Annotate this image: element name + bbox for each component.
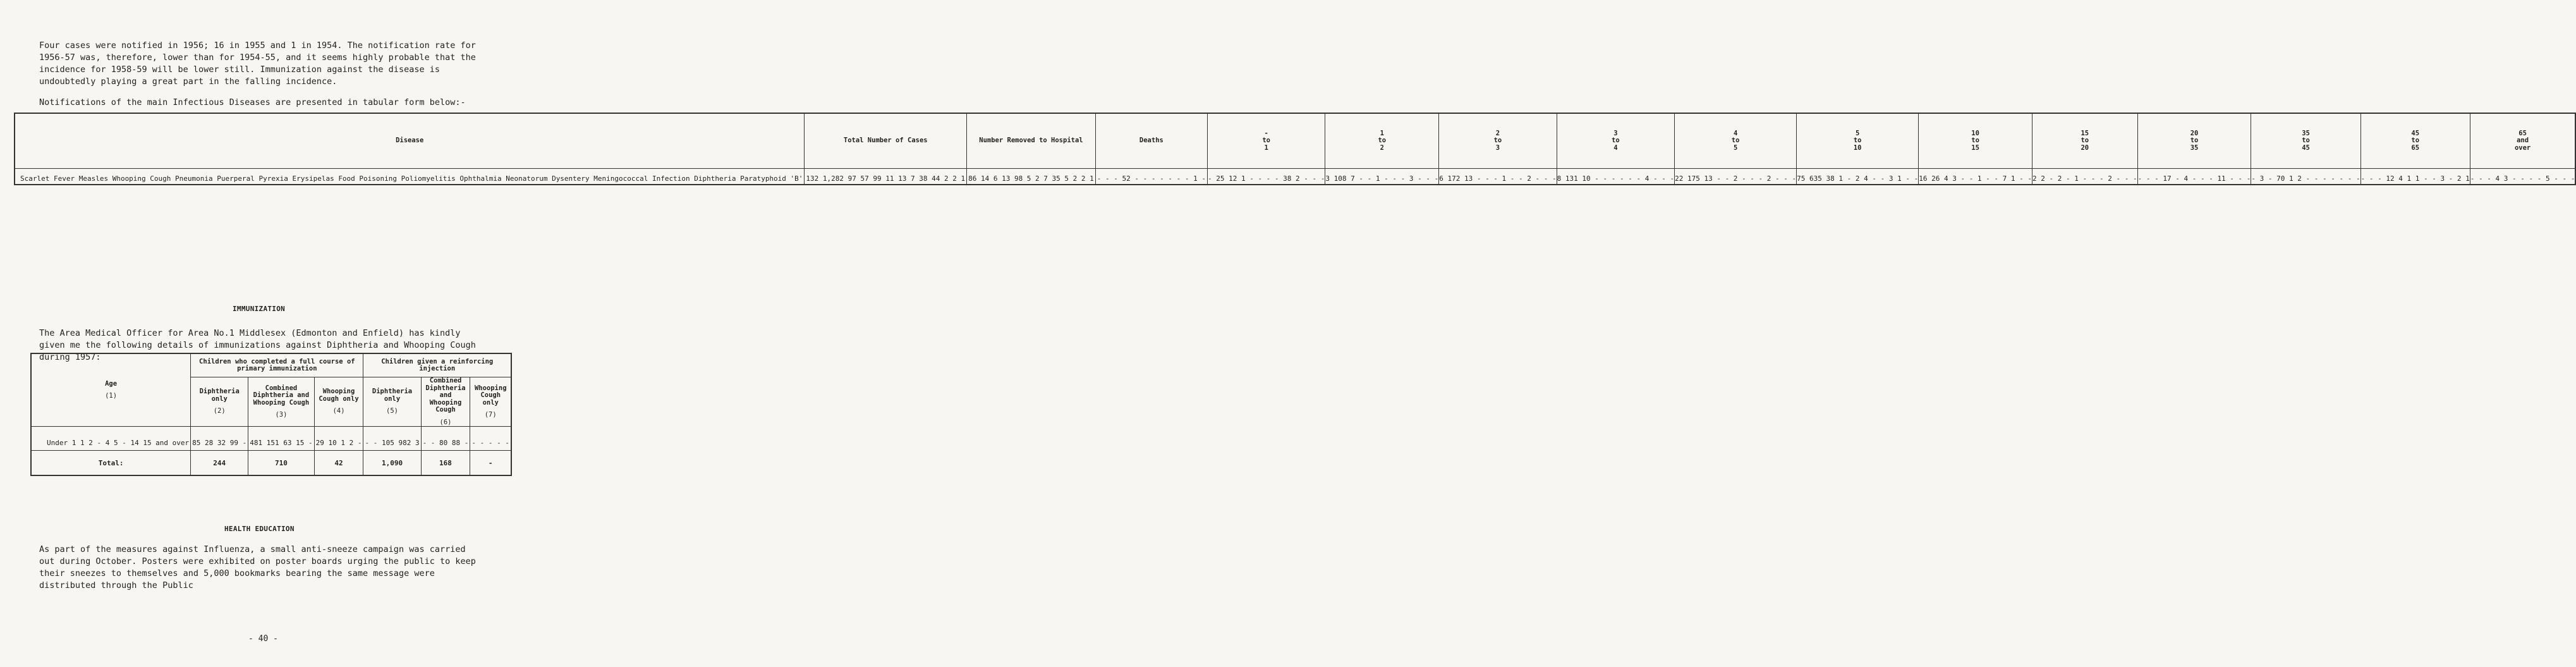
header-age-2: 2 to 3 bbox=[1439, 113, 1557, 169]
total-col-2: 244 bbox=[191, 451, 248, 476]
header-age-3: 3 to 4 bbox=[1557, 113, 1674, 169]
total-col-4: 42 bbox=[314, 451, 363, 476]
immunization-intro: The Area Medical Officer for Area No.1 Middlesex (Edmonton and Enfield) has kindly given me the following details of immunizations against Diphtheria and Whooping Cough during 1957: bbox=[39, 328, 476, 362]
immunization-total-row bbox=[31, 451, 511, 476]
total-col-7: - bbox=[470, 451, 511, 476]
header-age-11: 65 and over bbox=[2470, 113, 2575, 169]
header-col-5: Diphtheria only (5) bbox=[363, 377, 421, 427]
header-col-2: Diphtheria only (2) bbox=[191, 377, 248, 427]
immunization-heading: IMMUNIZATION bbox=[233, 305, 286, 313]
immunization-col-4: 29 10 1 2 - bbox=[314, 427, 363, 451]
age-column-3: 8 131 10 - - - - - - 4 - - - bbox=[1557, 169, 1674, 185]
immunization-col-2: 85 28 32 99 - bbox=[191, 427, 248, 451]
immunization-body-row bbox=[31, 427, 511, 451]
immunization-col-6: - - 80 88 - bbox=[421, 427, 470, 451]
age-column-5: 75 635 38 1 - 2 4 - - 3 1 - - bbox=[1797, 169, 1919, 185]
header-deaths: Deaths bbox=[1095, 113, 1207, 169]
header-age-0: - to 1 bbox=[1207, 113, 1325, 169]
header-col-7: Whooping Cough only (7) bbox=[470, 377, 511, 427]
age-column-6: 16 26 4 3 - - 1 - - 7 1 - - bbox=[1919, 169, 2032, 185]
deaths-column: - - - 52 - - - - - - - 1 - bbox=[1095, 169, 1207, 185]
notifications-table bbox=[14, 113, 2576, 185]
immunization-group-header-row bbox=[31, 353, 511, 377]
immunization-col-7: - - - - - bbox=[470, 427, 511, 451]
removed-column: 86 14 6 13 98 5 2 7 35 5 2 2 1 bbox=[967, 169, 1096, 185]
header-total: Total Number of Cases bbox=[805, 113, 967, 169]
disease-names: Scarlet Fever Measles Whooping Cough Pneumonia Puerperal Pyrexia Erysipelas Food Poisoning Poliomyelitis Ophthalmia Neonatorum Dysentery Meningococcal Infection Diphtheria Paratyphoid 'B' bbox=[15, 169, 805, 185]
health-education-heading: HEALTH EDUCATION bbox=[224, 525, 295, 533]
age-column-1: 3 108 7 - - 1 - - - 3 - - - bbox=[1325, 169, 1439, 185]
age-column-7: 2 2 - 2 - 1 - - - 2 - - - bbox=[2032, 169, 2138, 185]
header-age-6: 10 to 15 bbox=[1919, 113, 2032, 169]
header-removed: Number Removed to Hospital bbox=[967, 113, 1096, 169]
page-number: - 40 - bbox=[248, 634, 278, 644]
header-disease: Disease bbox=[15, 113, 805, 169]
immunization-table bbox=[30, 353, 512, 476]
header-age-1: 1 to 2 bbox=[1325, 113, 1439, 169]
total-col-3: 710 bbox=[248, 451, 314, 476]
total-label: Total: bbox=[31, 451, 191, 476]
notifications-header-row bbox=[15, 113, 2575, 169]
header-col-6: Combined Diphtheria and Whooping Cough (6) bbox=[421, 377, 470, 427]
header-age-9: 35 to 45 bbox=[2251, 113, 2360, 169]
immunization-col-3: 481 151 63 15 - bbox=[248, 427, 314, 451]
header-group-primary: Children who completed a full course of primary immunization bbox=[191, 353, 363, 377]
total-cases-column: 132 1,282 97 57 99 11 13 7 38 44 2 2 1 bbox=[805, 169, 967, 185]
age-column-2: 6 172 13 - - - 1 - - 2 - - - bbox=[1439, 169, 1557, 185]
table-lead-paragraph: Notifications of the main Infectious Diseases are presented in tabular form below:- bbox=[39, 97, 466, 107]
header-col-4: Whooping Cough only (4) bbox=[314, 377, 363, 427]
age-column-4: 22 175 13 - - 2 - - - 2 - - - bbox=[1675, 169, 1797, 185]
header-group-reinforcing: Children given a reinforcing injection bbox=[363, 353, 511, 377]
total-col-6: 168 bbox=[421, 451, 470, 476]
notifications-body-row bbox=[15, 169, 2575, 185]
age-column-8: - - - 17 - 4 - - - 11 - - - bbox=[2137, 169, 2251, 185]
header-age-7: 15 to 20 bbox=[2032, 113, 2138, 169]
immunization-col-5: - - 105 982 3 bbox=[363, 427, 421, 451]
age-column-0: - 25 12 1 - - - - 38 2 - - - bbox=[1207, 169, 1325, 185]
header-age-10: 45 to 65 bbox=[2360, 113, 2470, 169]
age-column-9: - 3 - 70 1 2 - - - - - - - bbox=[2251, 169, 2360, 185]
header-age-5: 5 to 10 bbox=[1797, 113, 1919, 169]
health-education-paragraph: As part of the measures against Influenza, a small anti-sneeze campaign was carried out during October. Posters were exhibited on poster boards urging the public to keep their sneezes to themselves and 5,000 bookmarks bearing the same message were distributed through the Public bbox=[39, 544, 476, 591]
age-column-11: - - - 4 3 - - - - 5 - - - bbox=[2470, 169, 2575, 185]
header-age-4: 4 to 5 bbox=[1675, 113, 1797, 169]
total-col-5: 1,090 bbox=[363, 451, 421, 476]
header-age-8: 20 to 35 bbox=[2137, 113, 2251, 169]
header-col-age: Age (1) bbox=[31, 353, 191, 427]
header-col-3: Combined Diphtheria and Whooping Cough (3) bbox=[248, 377, 314, 427]
immunization-ages: Under 1 1 2 - 4 5 - 14 15 and over bbox=[31, 427, 191, 451]
intro-paragraph: Four cases were notified in 1956; 16 in 1955 and 1 in 1954. The notification rate for 1956-57 was, therefore, lower than for 1954-55, and it seems highly probable that the incidence for 1958-59 will be lower still. Immunization against the disease is undoubtedly playing a great part in the falling incidence. bbox=[39, 40, 476, 87]
age-column-10: - - - 12 4 1 1 - - 3 - 2 1 bbox=[2360, 169, 2470, 185]
